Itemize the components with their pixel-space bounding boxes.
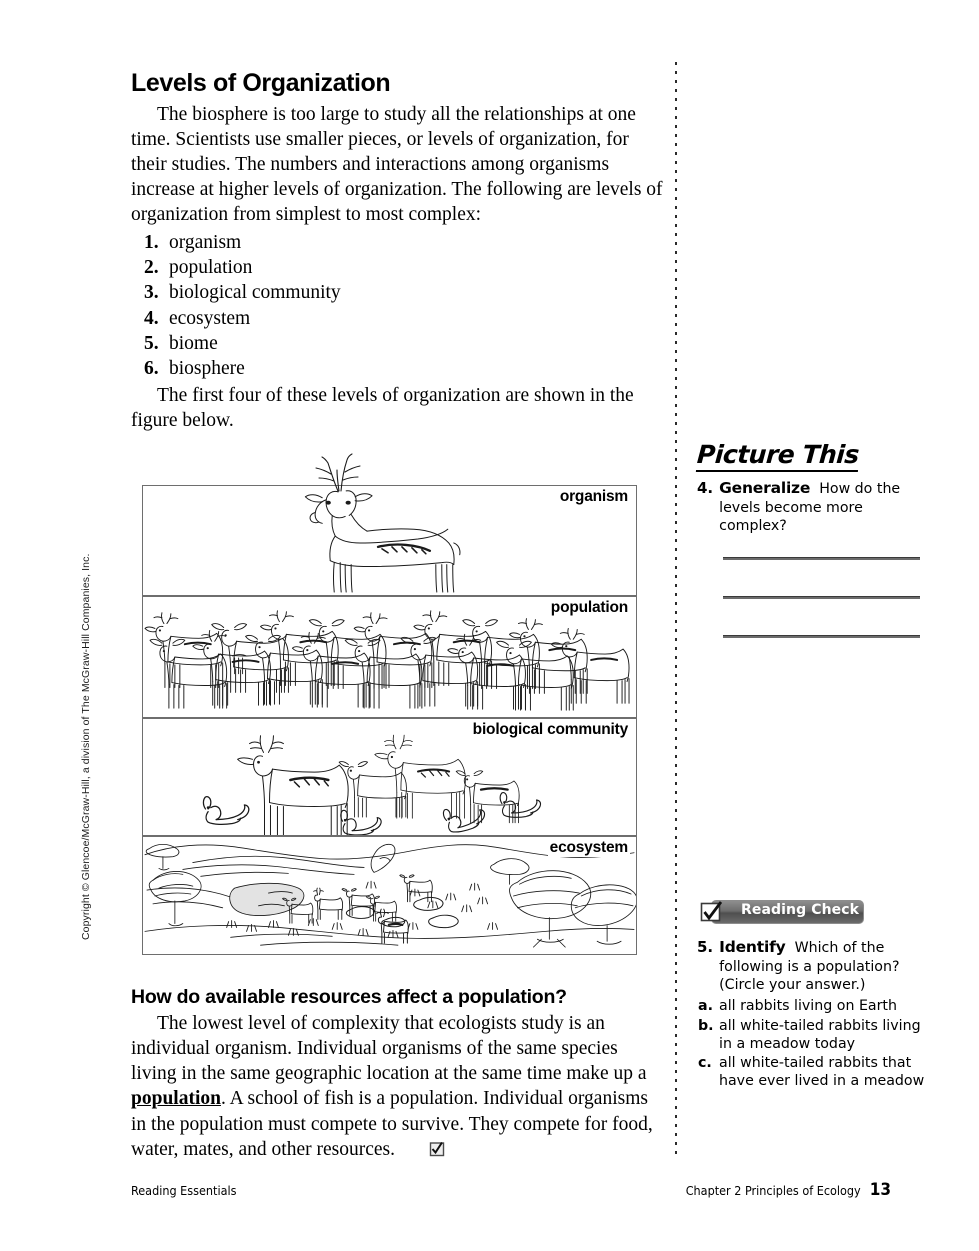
reading-check-question	[697, 938, 929, 994]
list-item	[144, 331, 663, 356]
list-label: biosphere	[169, 357, 245, 379]
choice-letter: c.	[698, 1054, 712, 1071]
paragraph-part-b: . A school of fish is a population. Individual organisms in the population must compete to survive. They compete for food, water, mates, and other resources.	[131, 1088, 653, 1160]
question-number: 4.	[697, 479, 714, 497]
footer-right	[686, 1180, 891, 1200]
list-item	[144, 306, 663, 331]
picture-this-question	[697, 479, 929, 535]
list-label: ecosystem	[169, 307, 251, 329]
glossary-term-population: population	[131, 1088, 221, 1110]
answer-line[interactable]	[723, 596, 920, 599]
figure-panel-population	[142, 596, 637, 718]
checkbox-icon	[403, 1139, 445, 1164]
choice-b[interactable]	[698, 1017, 929, 1053]
figure-panel-biological-community	[142, 718, 637, 836]
page-footer	[131, 1180, 891, 1200]
figure-label-population: population	[550, 599, 628, 616]
list-number: 1.	[144, 232, 159, 254]
intro-paragraph: The biosphere is too large to study all the relationships at one time. Scientists use smaller pieces, or levels of organization, for their studies. The numbers and interactions among organisms increase at higher levels of organization. The following are levels of organization from simplest to most complex:	[131, 103, 663, 226]
paragraph-part-a: The lowest level of complexity that ecologists study is an individual organism. Individual organisms of the same species living in the same geographic location at the same time make up a	[131, 1013, 647, 1085]
figure-panel-organism	[142, 485, 637, 596]
choice-text: all white-tailed rabbits living in a meadow today	[719, 1017, 921, 1052]
list-number: 6.	[144, 357, 159, 379]
list-label: organism	[169, 232, 242, 254]
figure-label-ecosystem: ecosystem	[549, 839, 628, 856]
question-body	[719, 479, 929, 535]
checkmark-icon	[700, 901, 723, 928]
copyright-notice: Copyright © Glencoe/McGraw-Hill, a division of The McGraw-Hill Companies, Inc.	[80, 553, 92, 940]
list-item	[144, 255, 663, 280]
figure-label-organism: organism	[559, 488, 628, 505]
list-number: 2.	[144, 257, 159, 279]
levels-list	[131, 230, 663, 381]
answer-choices	[697, 997, 929, 1090]
footer-book-title: Reading Essentials	[131, 1183, 237, 1198]
badge-label: Reading Check	[741, 902, 860, 919]
question-text: How do the levels become more complex?	[719, 481, 901, 534]
question-body	[719, 938, 929, 994]
main-content-column	[131, 70, 663, 433]
question-verb: Generalize	[719, 479, 811, 497]
answer-line[interactable]	[723, 635, 920, 638]
figure-reference-paragraph: The first four of these levels of organization are shown in the figure below.	[131, 385, 634, 432]
list-number: 5.	[144, 332, 159, 354]
resources-question-heading: How do available resources affect a population?	[131, 986, 567, 1008]
list-item	[144, 230, 663, 255]
choice-text: all white-tailed rabbits that have ever lived in a meadow	[719, 1054, 925, 1090]
list-label: population	[169, 257, 253, 279]
choice-letter: b.	[698, 1017, 714, 1034]
figure-panel-ecosystem	[142, 836, 637, 955]
choice-a[interactable]	[698, 997, 929, 1015]
sidebar-column	[697, 440, 929, 1091]
question-text: Which of the following is a population? (Circle your answer.)	[719, 940, 900, 994]
footer-chapter: Chapter 2 Principles of Ecology	[685, 1183, 861, 1198]
answer-line[interactable]	[723, 557, 920, 560]
resources-paragraph	[131, 1011, 667, 1164]
figure-label-biological-community: biological community	[472, 721, 628, 738]
deer-antlers-overflow	[142, 452, 637, 492]
list-item	[144, 280, 663, 305]
list-label: biome	[169, 332, 218, 354]
choice-c[interactable]	[698, 1054, 929, 1090]
picture-this-heading: Picture This	[696, 440, 860, 472]
question-number: 5.	[697, 938, 714, 957]
resources-section	[131, 976, 667, 1164]
list-item	[144, 356, 663, 381]
sidebar-spacer	[697, 674, 929, 886]
page-number: 13	[869, 1180, 891, 1200]
page-title: Levels of Organization	[131, 69, 391, 97]
list-label: biological community	[169, 282, 341, 304]
levels-of-organization-figure	[142, 452, 637, 956]
question-verb: Identify	[719, 938, 786, 957]
list-number: 4.	[144, 307, 159, 329]
answer-lines[interactable]	[697, 557, 929, 638]
choice-text: all rabbits living on Earth	[719, 998, 897, 1015]
list-number: 3.	[144, 282, 159, 304]
column-divider	[675, 62, 677, 1157]
reading-check-badge	[697, 900, 929, 926]
choice-letter: a.	[698, 998, 713, 1015]
